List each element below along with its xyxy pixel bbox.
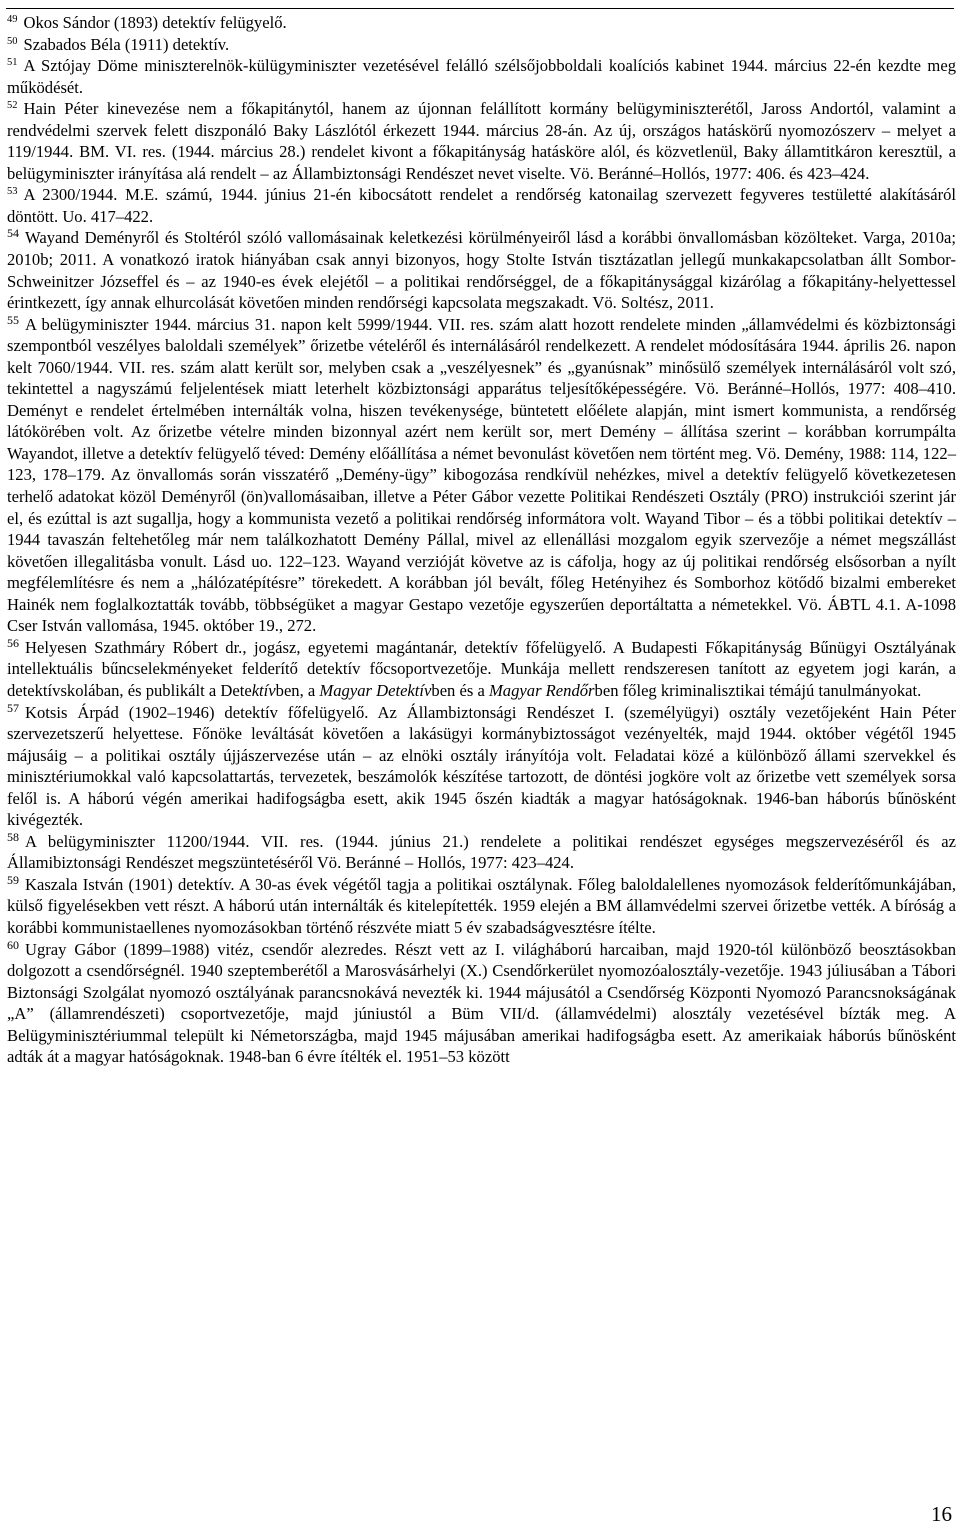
footnote-number: 58 (7, 829, 19, 844)
footnote-text-italic-segment: ktív (251, 680, 276, 700)
footnote-text: A belügyminiszter 11200/1944. VII. res. (1944. június 21.) rendelete a politikai rendészet egységes megszervezéséről és az Államibiztonsági Rendészet megszüntetéséről Vö. Beránné – Hollós, 1977: 423–424. (7, 831, 956, 873)
footnote-58 (7, 831, 956, 874)
footnote-text: Ugray Gábor (1899–1988) vitéz, csendőr alezredes. Részt vett az I. világháború harcaiban, majd 1920-tól különböző beosztásokban dolgozott a csendőrségnél. 1940 szeptemberétől a Marosvásárhelyi (X.) Csendőrkerület nyomozóalosztály-vezetője. 1943 júliusában a Tábori Biztonsági Szolgálat nyomozó osztályának parancsnokává nevezték ki. 1944 májusától a Csendőrség Központi Nyomozó Parancsnokságának „A” (államrendészeti) csoportvezetője, majd júniustól a Büm VII/d. (államvédelmi) alosztály vezetésével bízták meg. A Belügyminisztériummal települt ki Németországba, majd 1945 májusában amerikai hadifogságba esett. Az amerikaiak háborús bűnösként adták át a magyar hatóságoknak. 1948-ban 6 évre ítélték el. 1951–53 között (7, 939, 956, 1067)
footnote-number: 49 (7, 14, 18, 25)
footnote-55 (7, 314, 956, 637)
footnote-number: 56 (7, 635, 19, 650)
footnote-separator-line (6, 8, 954, 9)
footnote-text-italic-segment: Magyar Rendőr (488, 680, 595, 700)
footnote-text: Szabados Béla (1911) detektív. (23, 34, 230, 54)
footnote-53 (7, 184, 956, 227)
footnote-60 (7, 939, 956, 1068)
footnote-number: 60 (7, 937, 19, 952)
page-number: 16 (931, 1502, 952, 1526)
footnote-text: Okos Sándor (1893) detektív felügyelő. (23, 13, 287, 32)
footnote-number: 53 (7, 186, 18, 198)
footnote-number: 52 (7, 100, 18, 112)
footnotes-block (7, 12, 956, 1068)
footnote-59 (7, 874, 956, 939)
footnote-text: Kotsis Árpád (1902–1946) detektív főfelügyelő. Az Állambiztonsági Rendészet I. (személyügyi) osztály vezetőjeként Hain Péter szervezetszerű helyettese. Főnöke leváltását követően a lakásügyi kormánybiztosságot vezényelték, majd 1944. október végétől 1945 májusáig – a politikai osztály újjászervezése után – az elnöki osztály irányítója volt. Feladatai közé a különböző állami szervekkel és minisztériumokkal való kapcsolattartás, tervezetek, beszámolók készítése tartozott, de döntési jogköre volt az őrizetbe vett személyek sorsa felől is. A háború végén amerikai hadifogságba esett, akik 1945 őszén kiadták a magyar hatóságoknak. 1946-ban háborús bűnösként kivégezték. (7, 702, 956, 830)
footnote-number: 55 (7, 312, 19, 327)
footnote-text: A Sztójay Döme miniszterelnök-külügyminiszter vezetésével felálló szélsőjobboldali koalíciós kabinet 1944. március 22-én kezdte meg működését. (7, 56, 956, 97)
footnote-52 (7, 98, 956, 184)
footnote-text: Hain Péter kinevezése nem a főkapitánytól, hanem az újonnan felállított kormány belügyminiszterétől, Jaross Andortól, valamint a rendvédelmi szervek felett diszponáló Baky Lászlótól érkezett 1944. március 28-án. Az új, országos hatáskörű nyomozószerv – melyet a 119/1944. BM. VI. res. (1944. március 28.) rendelet kivont a főkapitányság hatásköre alól, és közvetlenül, Baky államtitkáron keresztül, a belügyminiszter irányítása alá rendelt – az Állambiztonsági Rendészet nevet viselte. Vö. Beránné–Hollós, 1977: 406. és 423–424. (7, 99, 956, 183)
footnote-number: 50 (7, 35, 18, 47)
footnote-text-italic-segment: Magyar Detektív (319, 680, 432, 700)
footnote-text-segment: Helyesen Szathmáry Róbert dr., jogász, egyetemi magántanár, detektív főfelügyelő. A Budapesti Főkapitányság Bűnügyi Osztályának intellektuális bűncselekményeket felderítő detektív főcsoportvezetője. Munkája mellett rendszeresen tanított az egyetem jogi karán, a detektívskolában, és publikált a Dete (7, 637, 956, 700)
footnote-text-segment: ben, a (275, 680, 320, 700)
footnote-number: 54 (7, 226, 19, 241)
footnote-49 (7, 12, 956, 34)
footnote-51 (7, 55, 956, 98)
footnote-number: 51 (7, 57, 18, 69)
footnote-text: A 2300/1944. M.E. számú, 1944. június 21-én kibocsátott rendelet a rendőrség katonailag szervezett fegyveres testületté alakításáról döntött. Uo. 417–422. (7, 185, 956, 226)
footnote-text: Kaszala István (1901) detektív. A 30-as évek végétől tagja a politikai osztálynak. Főleg baloldalellenes nyomozások felderítőmunkájában, külső figyelésekben vett részt. A háború után internálták és kitelepítették. 1959 elején a BM államvédelmi szervei őrizetbe vették. A bíróság a korábbi kommunistaellenes nyomozásokban történő részvéte miatt 5 év szabadságvesztésre ítélte. (7, 874, 956, 937)
footnote-56 (7, 637, 956, 702)
footnote-text (7, 635, 956, 700)
footnote-text: Wayand Deményről és Stoltéról szóló vallomásainak keletkezési körülményeiről lásd a korábbi önvallomásban közölteket. Varga, 2010a; 2010b; 2011. A vonatkozó iratok hiányában csak annyi bizonyos, hogy Stolte István tisztázatlan jellegű munkakapcsolatban állt Sombor-Schweinitzer Józseffel és – az 1940-es évek elejétől – a politikai rendőrséggel, de a főkapitánysággal kizárólag a főkapitány-helyettessel érintkezett, így annak elhurcolását követően minden rendőrségi kapcsolata megszakadt. Vö. Soltész, 2011. (7, 228, 956, 313)
footnote-54 (7, 227, 956, 313)
footnote-number: 57 (7, 700, 19, 715)
footnote-text-segment: ben főleg kriminalisztikai témájú tanulmányokat. (594, 680, 922, 700)
footnote-text-segment: ben és a (431, 680, 489, 700)
footnote-text: A belügyminiszter 1944. március 31. napon kelt 5999/1944. VII. res. szám alatt hozott rendelete minden „államvédelmi és közbiztonsági szempontból veszélyes baloldali személyek” őrizetbe vételéről és internálásáról rendelkezett. A rendelet módosítására 1944. április 26. napon kelt 7060/1944. VII. res. szám alatt került sor, melyben csak a „veszélyesnek” és „gyanúsnak” minősülő személyek internálásáról volt szó, tekintettel a nagyszámú feljelentések miatt leterhelt közbiztonsági apparátus teljesítőképességére. Vö. Beránné–Hollós, 1977: 408–410. Deményt e rendelet értelmében internálták volna, hiszen tevékenysége, büntetett előélete alapján, mint ismert kommunista, a rendőrség látókörében volt. Az őrizetbe vételre minden bizonnyal azért nem került sor, mert Demény – állítása szerint – korábban korrumpálta Wayandot, illetve a detektív felügyelő téved: Demény előállítása a német bevonulást követően nem történt meg. Vö. Demény, 1988: 114, 122–123, 178–179. Az önvallomás során visszatérő „Demény-ügy” kibogozása rendkívül nehézkes, mivel a detektív felügyelő következetesen terhelő adatokat közöl Deményről (ön)vallomásaiban, illetve a Péter Gábor vezette Politikai Rendészeti Osztály (PRO) instrukciói szerint jár el, és ezúttal is azt sugallja, hogy a kommunista vezető a politikai rendőrség informátora volt. Wayand Tibor – és a többi politikai detektív – 1944 tavaszán feltehetőleg már nem találkozhatott Demény Pállal, mivel az ellenállási mozgalom egyik szervezője a német megszállást követően illegalitásba vonult. Lásd uo. 122–123. Wayand verzióját követve az is cáfolja, hogy az új politikai rendőrség elsősorban a nyílt megfélemlítésre és nem a „hálózatépítésre” törekedett. A korábban jól bevált, főleg Hetényihez és Somborhoz kötődő bizalmi embereket Hainék nem foglalkoztatták tovább, többségüket a magyar Gestapo vezetője egyszerűen deportáltatta a németekkel. Vö. ÁBTL 4.1. A-1098 Cser István vallomása, 1945. október 19., 272. (7, 314, 956, 636)
footnote-number: 59 (7, 872, 19, 887)
footnote-50 (7, 34, 956, 56)
footnote-57 (7, 702, 956, 831)
